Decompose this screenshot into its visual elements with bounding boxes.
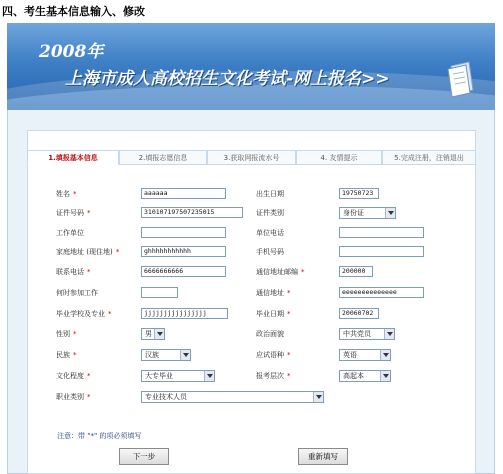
banner-title: 上海市成人高校招生文化考试-网上报名>> (65, 69, 390, 89)
mobile-label: 手机号码 (256, 248, 284, 256)
contact-phone-field[interactable]: 6666666666 (141, 266, 226, 277)
form-row (48, 389, 453, 405)
form-row (48, 306, 453, 322)
gender-select[interactable] (141, 328, 165, 340)
occupation-label: 职业类别 * (56, 393, 91, 401)
required-note: 注意：带 "*" 的项必须填写 (57, 432, 142, 440)
next-button[interactable]: 下一步 (119, 448, 169, 465)
postcode-field[interactable]: 200000 (339, 266, 373, 277)
education-label: 文化程度 * (56, 372, 91, 380)
id-type-label: 证件类别 (256, 209, 284, 217)
postcode-label: 通信地址邮编 * (256, 268, 305, 276)
employer-label: 工作单位 (56, 229, 84, 237)
exam-language-label: 应试语种 * (256, 351, 291, 359)
banner (7, 23, 495, 110)
form-row (48, 205, 453, 221)
birth-date-field[interactable]: 19750723 (339, 188, 379, 199)
occupation-select[interactable] (141, 391, 324, 403)
education-value: 大专毕业 (145, 372, 173, 380)
step-tabs (27, 150, 476, 165)
id-number-field[interactable]: 310107197507235015 (141, 207, 243, 218)
form-row (48, 347, 453, 363)
education-select[interactable] (141, 370, 215, 382)
form-row (48, 186, 453, 202)
form-row (48, 264, 453, 280)
gender-label: 性别 * (56, 330, 77, 338)
chevron-down-icon (380, 371, 390, 381)
reset-button[interactable]: 重新填写 (298, 448, 348, 465)
form-row (48, 368, 453, 384)
id-type-select[interactable] (339, 207, 396, 219)
exam-language-value: 英语 (343, 351, 357, 359)
tab-tips[interactable]: 4. 友情提示 (296, 150, 382, 165)
gender-value: 男 (145, 330, 152, 338)
id-type-value: 身份证 (343, 209, 364, 217)
form-row (48, 225, 453, 241)
chevron-down-icon (384, 329, 394, 339)
basic-info-form (48, 175, 453, 411)
document-icon (445, 60, 475, 98)
chevron-down-icon (380, 350, 390, 360)
ethnicity-select[interactable] (141, 349, 191, 361)
home-address-field[interactable]: ghhhhhhhhhhh (141, 246, 226, 257)
form-row (48, 285, 453, 301)
banner-year: 2008年 (39, 42, 104, 62)
occupation-value: 专业技术人员 (145, 393, 187, 401)
tab-basic-info[interactable]: 1.填报基本信息 (27, 150, 119, 165)
work-start-field[interactable] (141, 287, 178, 298)
ethnicity-value: 汉族 (145, 351, 159, 359)
ethnicity-label: 民族 * (56, 351, 77, 359)
school-field[interactable]: jjjjjjjjjjjjjjjj (141, 308, 228, 319)
work-start-label: 何时参加工作 (56, 289, 98, 297)
mail-address-label: 通信地址 * (256, 289, 291, 297)
level-label: 报考层次 * (256, 372, 291, 380)
contact-phone-label: 联系电话 * (56, 268, 91, 276)
chevron-down-icon (313, 392, 323, 402)
form-row (48, 244, 453, 260)
politics-select[interactable] (339, 328, 395, 340)
level-select[interactable] (339, 370, 391, 382)
politics-label: 政治面貌 (256, 330, 284, 338)
grad-date-label: 毕业日期 * (256, 310, 291, 318)
mobile-field[interactable] (339, 246, 424, 257)
tab-preferences[interactable]: 2.填报志愿信息 (119, 150, 207, 165)
home-address-label: 家庭地址 (现住地) * (56, 248, 120, 256)
level-value: 高起本 (343, 372, 364, 380)
birth-date-label: 出生日期 (256, 190, 284, 198)
id-number-label: 证件号码 * (56, 209, 91, 217)
chevron-down-icon (204, 371, 214, 381)
mail-address-field[interactable]: eeeeeeeeeeeeee (339, 287, 424, 298)
chevron-down-icon (154, 329, 164, 339)
grad-date-field[interactable]: 20060702 (339, 308, 379, 319)
name-label: 姓名 * (56, 190, 77, 198)
employer-phone-field[interactable] (339, 227, 424, 238)
exam-language-select[interactable] (339, 349, 391, 361)
tab-serial-number[interactable]: 3.获取网报流水号 (207, 150, 296, 165)
name-field[interactable]: aaaaaa (141, 188, 226, 199)
form-row (48, 326, 453, 342)
politics-value: 中共党员 (343, 330, 371, 338)
section-heading: 四、考生基本信息输入、修改 (2, 5, 145, 18)
chevron-down-icon (385, 208, 395, 218)
school-label: 毕业学校及专业 * (56, 310, 112, 318)
employer-phone-label: 单位电话 (256, 229, 284, 237)
tab-finish[interactable]: 5.完成注册，注销退出 (382, 150, 476, 165)
chevron-down-icon (180, 350, 190, 360)
employer-field[interactable] (141, 227, 226, 238)
